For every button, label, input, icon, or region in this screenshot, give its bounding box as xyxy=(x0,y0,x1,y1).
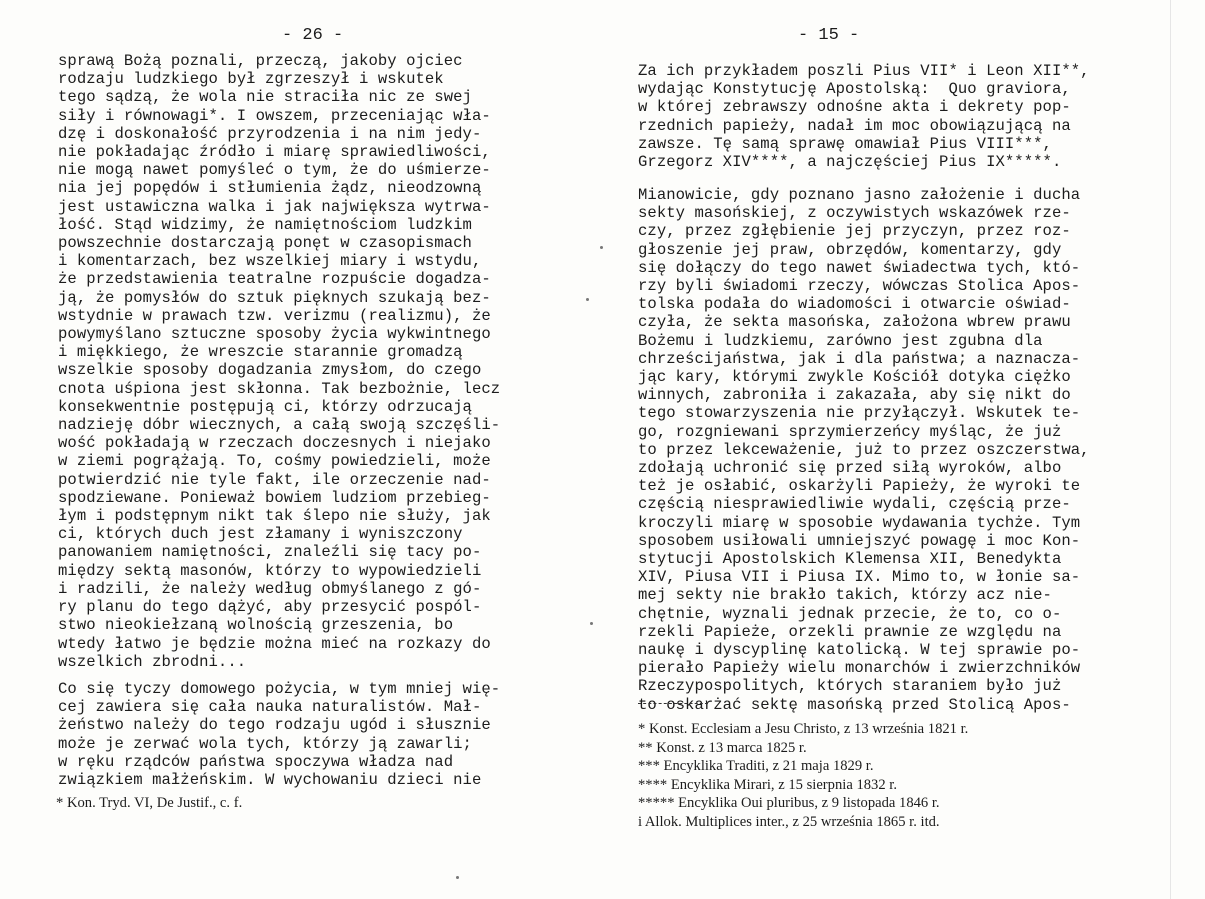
right-paragraph-2: Mianowicie, gdy poznano jasno założenie i ducha sekty masońskiej, z oczywistych wskazówek rze- czy, przez zgłębienie jej przyczyn, przez roz- głoszenie jej praw, obrzędów, komentarzy, gdy się dołączy do tego nawet świadectwa tych, któ- rzy byli świadomi rzeczy, wówczas Stolica Apos- tolska podała do wiadomości i otwarcie oświad- czyła, że sekta masońska, założona wbrew prawu Bożemu i ludzkiemu, zarówno jest zgubna dla chrześcijaństwa, jak i dla państwa; a naznacza- jąc kary, którymi zwykle Kościół dotyka ciężko winnych, zabroniła i zakazała, aby się nikt do tego stowarzyszenia nie przyłączył. Wskutek te- go, rozgniewani sprzymierzeńcy myśląc, że już to przez lekceważenie, już to przez oszczerstwa, zdołają uchronić się przed siłą wyroków, albo też je osłabić, oskarżyli Papieży, że wyroki te częścią niesprawiedliwie wydali, częścią prze- kroczyli miarę w sposobie wydawania tychże. Tym sposobem usiłowali umniejszyć powagę i moc Kon- stytucji Apostolskich Klemensa XII, Benedykta XIV, Piusa VII i Piusa IX. Mimo to, w łonie sa- mej sekty nie brakło takich, którzy acz nie- chętnie, wyznali jednak przecie, że to, co o- rzekli Papieże, orzekli prawnie ze względu na naukę i dyscyplinę katolicką. W tej sprawie po- pierało Papieży wielu monarchów i zwierzchników Rzeczypospolitych, których staraniem było już to oskarżać sektę masońską przed Stolicą Apos- xyxy=(638,186,1090,714)
left-paragraph-1: sprawą Bożą poznali, przeczą, jakoby ojciec rodzaju ludzkiego był zgrzeszył i wskutek tego sądzą, że wola nie straciła nic ze swej siły i równowagi*. I owszem, przeceniając wła- dzę i doskonałość przyrodzenia i na nim jedy- nie pokładając źródło i miarę sprawiedliwości, nie mogą nawet pomyśleć o tym, że do uśmierze- nia jej popędów i stłumienia żądz, nieodzowną jest ustawiczna walka i jak największa wytrwa- łość. Stąd widzimy, że namiętnościom ludzkim powszechnie dostarczają ponęt w czasopismach i komentarzach, bez wszelkiej miary i wstydu, że przedstawienia teatralne rozpuście dogadza- ją, że pomysłów do sztuk pięknych szukają bez- wstydnie w prawach tzw. verizmu (realizmu), że powymyślano sztuczne sposoby życia wykwintnego i miękkiego, że wreszcie starannie gromadzą wszelkie sposoby dogadzania zmysłom, do czego cnota uśpiona jest skłonna. Tak bezbożnie, lecz konsekwentnie postępują ci, którzy odrzucają nadzieję dóbr wiecznych, a całą swoją szczęśli- wość pokładają w rzeczach doczesnych i niejako w ziemi pogrążają. To, cośmy powiedzieli, może potwierdzić nie tyle fakt, ile orzeczenie nad- spodziewane. Ponieważ bowiem ludziom przebieg- łym i podstępnym nikt tak ślepo nie służy, jak ci, których duch jest złamany i wyniszczony panowaniem namiętności, znaleźli się tacy po- między sektą masonów, którzy to wypowiedzieli i radzili, że należy według obmyślanego z gó- ry planu do tego dążyć, aby przesycić pospól- stwo nieokiełzaną wolnością grzeszenia, bo wtedy łatwo je będzie można mieć na rozkazy do wszelkich zbrodni... xyxy=(58,52,501,671)
page-number-left: - 26 - xyxy=(282,26,344,45)
scan-speck xyxy=(586,298,589,301)
left-footnote: * Kon. Tryd. VI, De Justif., c. f. xyxy=(56,795,243,811)
scan-edge-line xyxy=(1170,0,1171,899)
left-page xyxy=(0,0,600,899)
footnote-separator xyxy=(638,703,708,704)
page-number-right: - 15 - xyxy=(798,26,860,45)
scan-speck xyxy=(456,876,459,879)
right-footnotes: * Konst. Ecclesiam a Jesu Christo, z 13 września 1821 r. ** Konst. z 13 marca 1825 r. *** Encyklika Traditi, z 21 maja 1829 r. **** Encyklika Mirari, z 15 sierpnia 1832 r. ***** Encyklika Oui pluribus, z 9 listopada 1846 r. i Allok. Multiplices inter., z 25 września 1865 r. itd. xyxy=(638,721,969,830)
scan-speck xyxy=(600,246,603,249)
scan-speck xyxy=(590,622,593,625)
right-page xyxy=(600,0,1205,899)
left-paragraph-2: Co się tyczy domowego pożycia, w tym mniej wię- cej zawiera się cała nauka naturalistów. Mał- żeństwo należy do tego rodzaju ugód i słusznie może je zerwać wola tych, którzy ją zawarli; w ręku rządców państwa spoczywa władza nad związkiem małżeńskim. W wychowaniu dzieci nie xyxy=(58,680,501,790)
right-paragraph-1: Za ich przykładem poszli Pius VII* i Leon XII**, wydając Konstytucję Apostolską: Quo graviora, w której zebrawszy odnośne akta i dekrety pop- rzednich papieży, nadał im moc obowiązującą na zawsze. Tę samą sprawę omawiał Pius VIII***, Grzegorz XIV****, a najczęściej Pius IX*****. xyxy=(638,62,1090,172)
